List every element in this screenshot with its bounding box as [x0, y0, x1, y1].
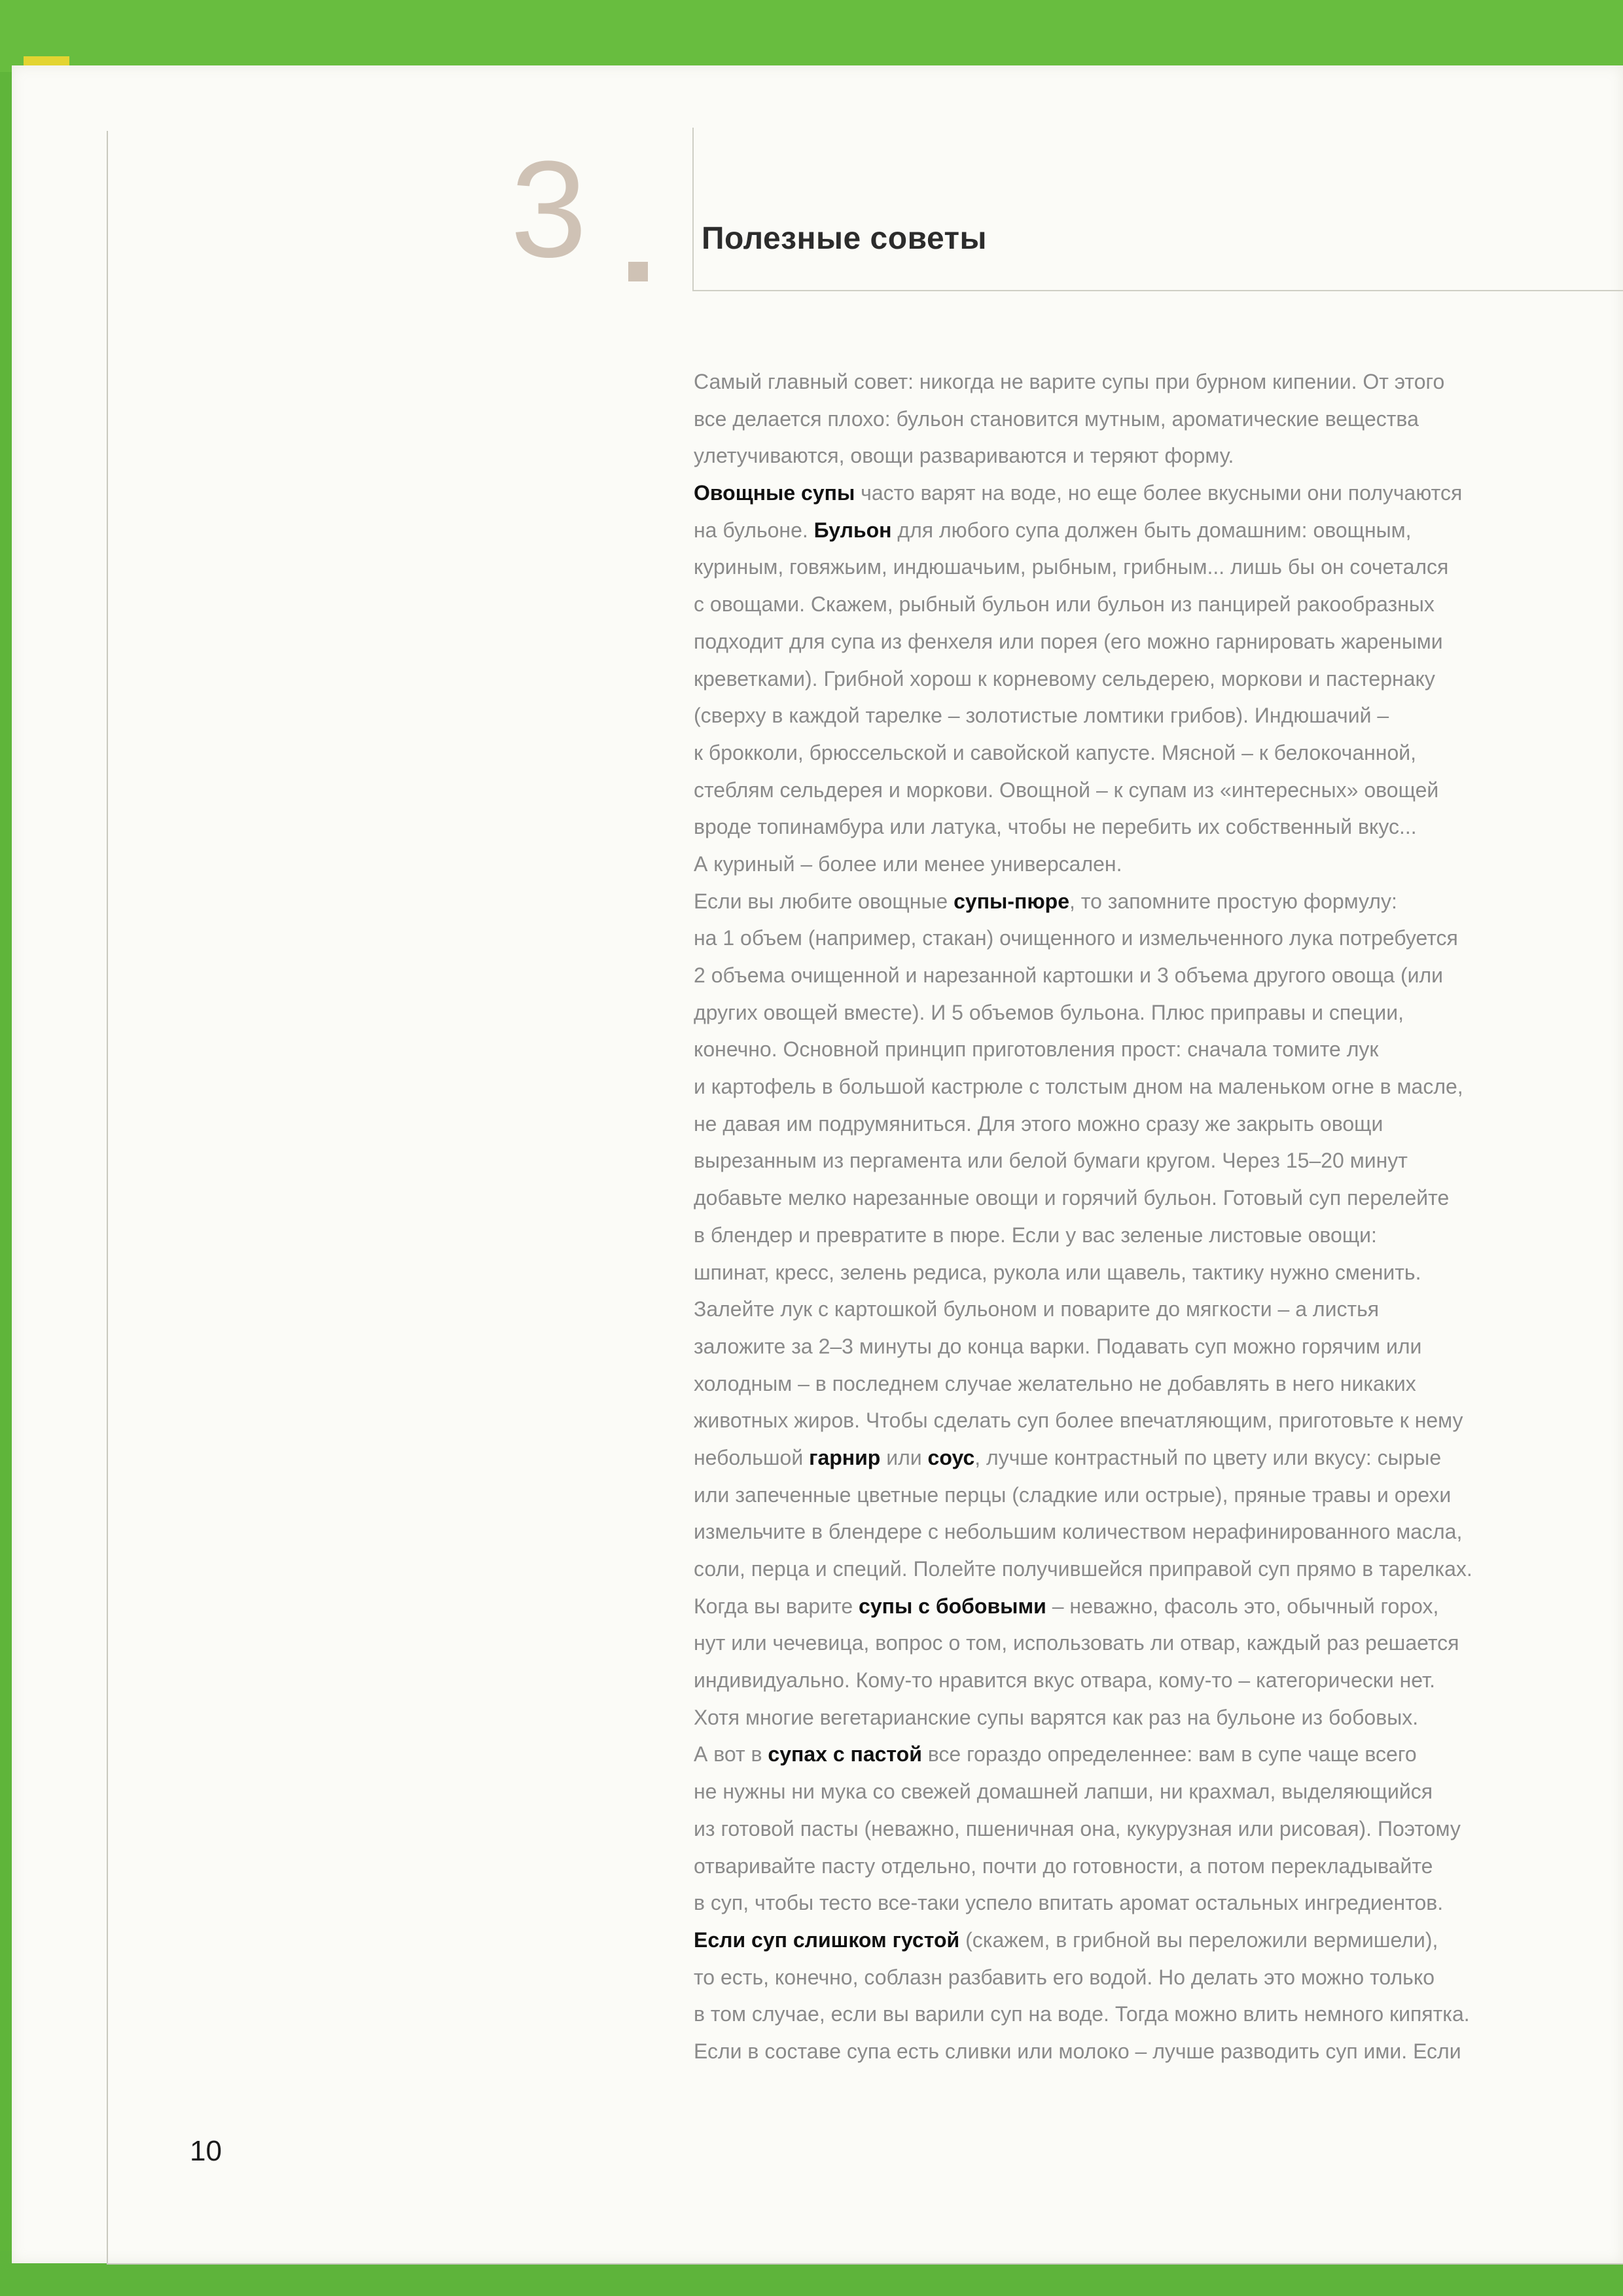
- text-segment: не давая им подрумяниться. Для этого можно сразу же закрыть овощи: [694, 1111, 1383, 1136]
- body-line: [694, 1513, 1616, 1551]
- body-line: [694, 1959, 1616, 1996]
- body-line: [694, 846, 1616, 883]
- text-segment: вроде топинамбура или латука, чтобы не перебить их собственный вкус...: [694, 815, 1417, 839]
- text-segment: в суп, чтобы тесто все-таки успело впитать аромат остальных ингредиентов.: [694, 1891, 1444, 1915]
- text-segment: небольшой: [694, 1445, 810, 1469]
- body-line: [694, 1588, 1616, 1625]
- body-line: [694, 1439, 1616, 1477]
- text-segment: Когда вы варите: [694, 1594, 859, 1618]
- text-segment: вырезанным из пергамента или белой бумаги кругом. Через 15–20 минут: [694, 1149, 1408, 1173]
- text-segment: измельчите в блендере с небольшим количеством нерафинированного масла,: [694, 1520, 1463, 1544]
- text-segment: на 1 объем (например, стакан) очищенного и измельченного лука потребуется: [694, 926, 1458, 950]
- text-segment: А куриный – более или менее универсален.: [694, 852, 1122, 876]
- body-line: [694, 1624, 1616, 1662]
- text-segment: к брокколи, брюссельской и савойской капусте. Мясной – к белокочанной,: [694, 740, 1417, 764]
- chapter-title: Полезные советы: [702, 221, 988, 256]
- body-line: [694, 1810, 1616, 1848]
- text-segment: холодным – в последнем случае желательно не добавлять в него никаких: [694, 1371, 1416, 1395]
- bold-term: супы-пюре: [954, 889, 1069, 913]
- text-segment: все гораздо определеннее: вам в супе чаще всего: [921, 1742, 1417, 1767]
- text-segment: животных жиров. Чтобы сделать суп более впечатляющим, приготовьте к нему: [694, 1408, 1463, 1433]
- body-text: [694, 363, 1616, 2070]
- body-line: [694, 1736, 1616, 1773]
- text-segment: заложите за 2–3 минуты до конца варки. Подавать суп можно горячим или: [694, 1334, 1422, 1358]
- text-segment: шпинат, кресс, зелень редиса, рукола или щавель, тактику нужно сменить.: [694, 1260, 1421, 1284]
- body-line: [694, 883, 1616, 920]
- text-segment: на бульоне.: [694, 518, 814, 542]
- text-segment: стеблям сельдерея и моркови. Овощной – к супам из «интересных» овощей: [694, 778, 1439, 802]
- text-segment: из готовой пасты (неважно, пшеничная она, кукурузная или рисовая). Поэтому: [694, 1816, 1461, 1840]
- text-segment: в том случае, если вы варили суп на воде. Тогда можно влить немного кипятка.: [694, 2002, 1470, 2026]
- body-line: [694, 1365, 1616, 1403]
- text-segment: А вот в: [694, 1742, 768, 1767]
- bold-term: соус: [927, 1445, 975, 1469]
- body-line: [694, 1179, 1616, 1217]
- text-segment: конечно. Основной принцип приготовления прост: сначала томите лук: [694, 1037, 1379, 1062]
- body-line: [694, 1996, 1616, 2033]
- body-line: [694, 437, 1616, 475]
- body-line: [694, 2033, 1616, 2070]
- bold-term: супы с бобовыми: [859, 1594, 1046, 1618]
- body-line: [694, 401, 1616, 438]
- text-segment: нут или чечевица, вопрос о том, использовать ли отвар, каждый раз решается: [694, 1631, 1459, 1655]
- bold-term: супах с пастой: [768, 1742, 922, 1767]
- text-segment: отваривайте пасту отдельно, почти до готовности, а потом перекладывайте: [694, 1854, 1433, 1878]
- body-line: [694, 1142, 1616, 1179]
- text-segment: часто варят на воде, но еще более вкусными они получаются: [855, 481, 1463, 505]
- body-line: [694, 1068, 1616, 1105]
- heading-box: [692, 128, 1623, 291]
- body-line: [694, 697, 1616, 734]
- text-segment: подходит для супа из фенхеля или порея (его можно гарнировать жареными: [694, 629, 1443, 653]
- text-segment: , то запомните простую формулу:: [1069, 889, 1397, 913]
- body-line: [694, 808, 1616, 846]
- body-line: [694, 1254, 1616, 1291]
- text-segment: добавьте мелко нарезанные овощи и горячий бульон. Готовый суп перелейте: [694, 1186, 1450, 1210]
- body-line: [694, 1217, 1616, 1254]
- page-number: 10: [190, 2135, 222, 2167]
- text-segment: креветками). Грибной хорош к корневому сельдерею, моркови и пастернаку: [694, 666, 1435, 691]
- body-line: [694, 1105, 1616, 1143]
- body-line: [694, 772, 1616, 809]
- body-line: [694, 1848, 1616, 1885]
- text-segment: куриным, говяжьим, индюшачьим, рыбным, грибным... лишь бы он сочетался: [694, 555, 1449, 579]
- body-line: [694, 363, 1616, 401]
- text-segment: – неважно, фасоль это, обычный горох,: [1046, 1594, 1439, 1618]
- text-segment: 2 объема очищенной и нарезанной картошки и 3 объема другого овоща (или: [694, 963, 1444, 987]
- text-segment: улетучиваются, овощи развариваются и теряют форму.: [694, 444, 1234, 468]
- body-line: [694, 586, 1616, 623]
- bold-term: Если суп слишком густой: [694, 1928, 960, 1952]
- body-line: [694, 1291, 1616, 1328]
- body-line: [694, 1477, 1616, 1514]
- text-segment: или запеченные цветные перцы (сладкие или острые), пряные травы и орехи: [694, 1482, 1452, 1507]
- bold-term: Овощные супы: [694, 481, 855, 505]
- text-segment: в блендер и превратите в пюре. Если у вас зеленые листовые овощи:: [694, 1223, 1377, 1247]
- body-line: [694, 1884, 1616, 1922]
- body-line: [694, 1662, 1616, 1699]
- text-segment: Хотя многие вегетарианские супы варятся как раз на бульоне из бобовых.: [694, 1705, 1419, 1729]
- chapter-number: 3: [510, 132, 584, 286]
- text-segment: и картофель в большой кастрюле с толстым дном на маленьком огне в масле,: [694, 1075, 1463, 1099]
- body-line: [694, 1402, 1616, 1439]
- body-line: [694, 920, 1616, 957]
- chapter-number-dot: [628, 262, 648, 281]
- body-line: [694, 1031, 1616, 1068]
- body-line: [694, 660, 1616, 698]
- text-segment: не нужны ни мука со свежей домашней лапши, ни крахмал, выделяющийся: [694, 1780, 1433, 1804]
- body-line: [694, 1699, 1616, 1736]
- cover-top-band: [0, 0, 1623, 72]
- text-segment: или: [880, 1445, 928, 1469]
- body-line: [694, 957, 1616, 994]
- text-segment: Если в составе супа есть сливки или молоко – лучше разводить суп ими. Если: [694, 2039, 1461, 2063]
- body-line: [694, 1551, 1616, 1588]
- body-line: [694, 475, 1616, 512]
- text-segment: с овощами. Скажем, рыбный бульон или бульон из панцирей ракообразных: [694, 592, 1435, 617]
- text-segment: все делается плохо: бульон становится мутным, ароматические вещества: [694, 406, 1419, 431]
- text-segment: Если вы любите овощные: [694, 889, 954, 913]
- bold-term: гарнир: [809, 1445, 881, 1469]
- text-segment: Залейте лук с картошкой бульоном и поварите до мягкости – а листья: [694, 1297, 1380, 1321]
- text-segment: (скажем, в грибной вы переложили вермишели),: [959, 1928, 1438, 1952]
- body-line: [694, 623, 1616, 660]
- body-line: [694, 1773, 1616, 1810]
- bold-term: Бульон: [813, 518, 892, 542]
- text-segment: других овощей вместе). И 5 объемов бульона. Плюс приправы и специи,: [694, 1000, 1404, 1024]
- text-segment: индивидуально. Кому-то нравится вкус отвара, кому-то – категорически нет.: [694, 1668, 1436, 1693]
- body-line: [694, 734, 1616, 772]
- body-line: [694, 1328, 1616, 1365]
- text-segment: Самый главный совет: никогда не варите супы при бурном кипении. От этого: [694, 370, 1445, 393]
- text-segment: , лучше контрастный по цвету или вкусу: сырые: [974, 1445, 1442, 1469]
- body-line: [694, 994, 1616, 1031]
- text-segment: соли, перца и специй. Полейте получившейся приправой суп прямо в тарелках.: [694, 1557, 1472, 1581]
- text-segment: для любого супа должен быть домашним: овощным,: [891, 518, 1412, 542]
- text-segment: то есть, конечно, соблазн разбавить его водой. Но делать это можно только: [694, 1965, 1435, 1989]
- text-segment: (сверху в каждой тарелке – золотистые ломтики грибов). Индюшачий –: [694, 704, 1389, 728]
- body-line: [694, 1922, 1616, 1959]
- body-line: [694, 548, 1616, 586]
- body-line: [694, 512, 1616, 549]
